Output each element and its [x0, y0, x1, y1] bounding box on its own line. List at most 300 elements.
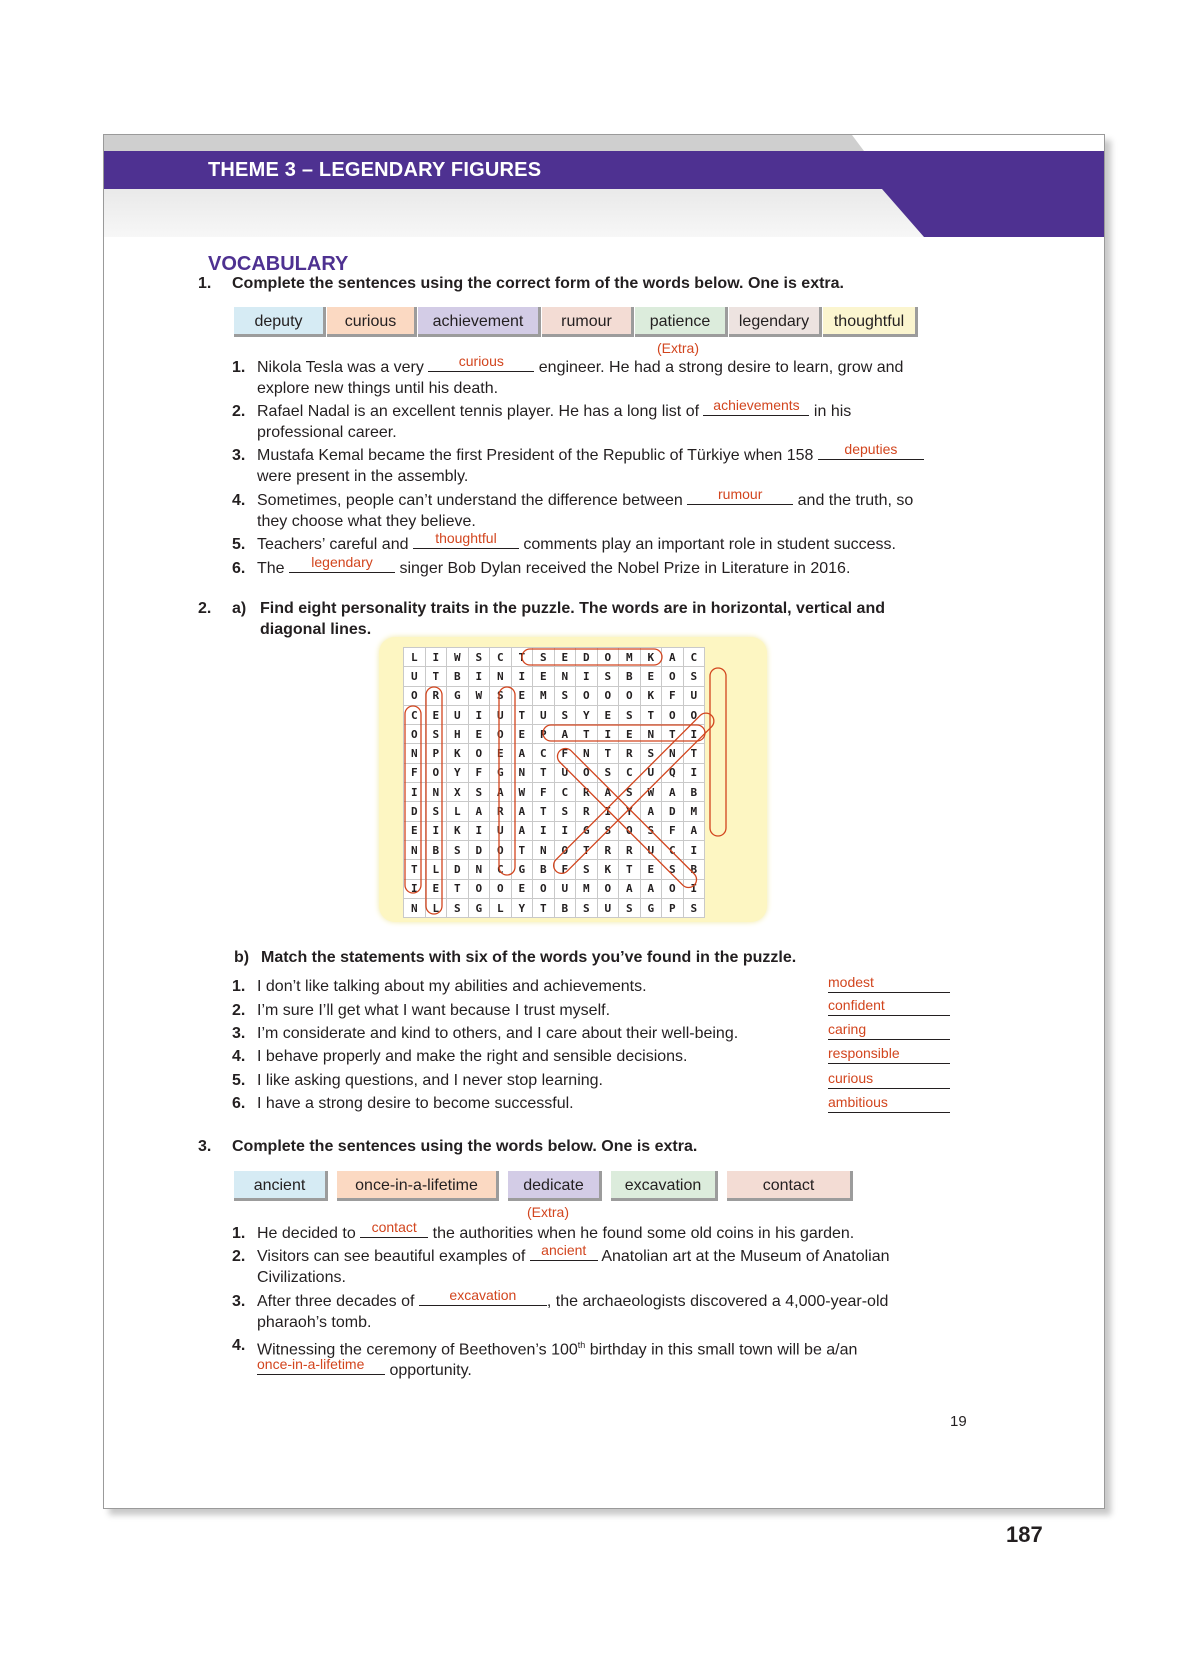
- grid-cell[interactable]: T: [511, 705, 533, 724]
- grid-row: [404, 879, 705, 898]
- grid-row: [404, 840, 705, 859]
- grid-cell[interactable]: B: [554, 898, 576, 917]
- grid-cell[interactable]: H: [447, 725, 469, 744]
- answer-text: rumour: [718, 486, 763, 502]
- grid-cell[interactable]: D: [447, 860, 469, 879]
- sentence-text: explore new things until his death.: [257, 380, 499, 397]
- grid-cell[interactable]: I: [597, 725, 619, 744]
- grid-cell[interactable]: C: [554, 783, 576, 802]
- grid-cell[interactable]: O: [468, 879, 490, 898]
- grid-cell[interactable]: L: [404, 648, 426, 667]
- grid-cell[interactable]: D: [404, 802, 426, 821]
- grid-cell[interactable]: I: [468, 821, 490, 840]
- grid-cell[interactable]: N: [533, 840, 555, 859]
- grid-cell[interactable]: T: [404, 860, 426, 879]
- grid-cell[interactable]: T: [533, 802, 555, 821]
- grid-cell[interactable]: M: [533, 686, 555, 705]
- ex1-sentence: [232, 441, 1047, 487]
- statement-number: 4.: [232, 1048, 246, 1065]
- grid-cell[interactable]: B: [447, 667, 469, 686]
- ex1-word-box: achievement: [418, 307, 541, 337]
- ex2-part-a-instruction: Find eight personality traits in the puzzle. The words are in horizontal, vertical and: [260, 600, 885, 617]
- grid-cell[interactable]: F: [554, 744, 576, 763]
- grid-cell[interactable]: K: [640, 648, 662, 667]
- grid-cell[interactable]: B: [683, 860, 705, 879]
- grid-cell[interactable]: B: [619, 667, 641, 686]
- ex1-extra-note: (Extra): [657, 340, 699, 356]
- grid-cell[interactable]: S: [640, 744, 662, 763]
- grid-cell[interactable]: O: [576, 763, 598, 782]
- sentence-text: After three decades of: [257, 1293, 419, 1310]
- grid-cell[interactable]: T: [597, 744, 619, 763]
- ex1-sentence: [232, 486, 1037, 532]
- grid-cell[interactable]: Y: [447, 763, 469, 782]
- grid-cell[interactable]: R: [490, 802, 512, 821]
- grid-cell[interactable]: R: [619, 744, 641, 763]
- answer-blank[interactable]: [419, 1287, 547, 1306]
- grid-cell[interactable]: I: [683, 725, 705, 744]
- grid-cell[interactable]: O: [425, 763, 447, 782]
- grid-cell[interactable]: U: [447, 705, 469, 724]
- grid-cell[interactable]: A: [511, 802, 533, 821]
- grid-cell[interactable]: S: [619, 705, 641, 724]
- grid-cell[interactable]: F: [468, 763, 490, 782]
- grid-cell[interactable]: O: [404, 686, 426, 705]
- grid-cell[interactable]: S: [683, 898, 705, 917]
- grid-cell[interactable]: S: [576, 860, 598, 879]
- grid-cell[interactable]: U: [404, 667, 426, 686]
- ex1-number: 1.: [198, 275, 212, 292]
- match-statement: [232, 1072, 603, 1090]
- grid-row: [404, 783, 705, 802]
- grid-cell[interactable]: F: [404, 763, 426, 782]
- answer-text: deputies: [844, 441, 898, 457]
- grid-cell[interactable]: U: [554, 763, 576, 782]
- ex2-part-a-label: a): [232, 600, 247, 617]
- grid-cell[interactable]: S: [683, 667, 705, 686]
- grid-cell[interactable]: G: [490, 763, 512, 782]
- grid-row: [404, 648, 705, 667]
- ex3-sentence: [232, 1335, 1047, 1381]
- sentence-number: 1.: [232, 1225, 246, 1242]
- grid-cell[interactable]: I: [683, 840, 705, 859]
- superscript: th: [577, 1340, 586, 1350]
- sentence-text: Mustafa Kemal became the first President of the Republic of Türkiye when 158: [257, 447, 818, 464]
- grid-cell[interactable]: S: [425, 725, 447, 744]
- sentence-text: The: [257, 560, 290, 577]
- ex3-word-box: excavation: [611, 1171, 718, 1201]
- statement-number: 3.: [232, 1025, 246, 1042]
- grid-cell[interactable]: E: [619, 725, 641, 744]
- grid-cell[interactable]: T: [576, 840, 598, 859]
- grid-cell[interactable]: C: [533, 744, 555, 763]
- grid-cell[interactable]: B: [533, 860, 555, 879]
- grid-cell[interactable]: W: [468, 686, 490, 705]
- grid-cell[interactable]: C: [404, 705, 426, 724]
- sentence-text: , the archaeologists discovered a 4,000-year-old: [546, 1293, 889, 1310]
- grid-cell[interactable]: R: [425, 686, 447, 705]
- answer-blank[interactable]: [413, 530, 519, 549]
- grid-cell[interactable]: N: [490, 667, 512, 686]
- grid-cell[interactable]: E: [554, 648, 576, 667]
- grid-cell[interactable]: S: [533, 648, 555, 667]
- grid-cell[interactable]: I: [511, 667, 533, 686]
- answer-blank[interactable]: [687, 486, 793, 505]
- grid-cell[interactable]: S: [597, 763, 619, 782]
- grid-cell[interactable]: U: [554, 879, 576, 898]
- grid-cell[interactable]: S: [425, 802, 447, 821]
- grid-cell[interactable]: K: [447, 821, 469, 840]
- grid-cell[interactable]: M: [683, 802, 705, 821]
- grid-cell[interactable]: N: [425, 783, 447, 802]
- grid-cell[interactable]: D: [576, 648, 598, 667]
- statement-text: I don’t like talking about my abilities and achievements.: [257, 978, 647, 995]
- grid-cell[interactable]: A: [683, 821, 705, 840]
- grid-cell[interactable]: N: [404, 744, 426, 763]
- grid-cell[interactable]: S: [576, 898, 598, 917]
- grid-cell[interactable]: X: [447, 783, 469, 802]
- grid-cell[interactable]: F: [662, 821, 684, 840]
- grid-cell[interactable]: S: [619, 783, 641, 802]
- grid-cell[interactable]: E: [490, 744, 512, 763]
- grid-cell[interactable]: U: [683, 686, 705, 705]
- grid-cell[interactable]: T: [447, 879, 469, 898]
- grid-cell[interactable]: N: [468, 860, 490, 879]
- grid-cell[interactable]: U: [490, 705, 512, 724]
- grid-cell[interactable]: I: [425, 821, 447, 840]
- answer-blank[interactable]: [703, 397, 809, 416]
- grid-cell[interactable]: N: [554, 667, 576, 686]
- grid-cell[interactable]: K: [447, 744, 469, 763]
- match-statement: [232, 1002, 611, 1020]
- grid-cell[interactable]: R: [576, 783, 598, 802]
- grid-cell[interactable]: I: [468, 667, 490, 686]
- grid-cell[interactable]: S: [447, 840, 469, 859]
- grid-cell[interactable]: U: [597, 898, 619, 917]
- grid-cell[interactable]: W: [640, 783, 662, 802]
- ex1-word-box: rumour: [542, 307, 634, 337]
- grid-cell[interactable]: R: [576, 802, 598, 821]
- grid-cell[interactable]: A: [640, 879, 662, 898]
- grid-cell[interactable]: S: [640, 821, 662, 840]
- grid-cell[interactable]: E: [404, 821, 426, 840]
- grid-cell[interactable]: T: [619, 860, 641, 879]
- grid-cell[interactable]: S: [468, 648, 490, 667]
- sentence-text: Anatolian art at the Museum of Anatolian: [597, 1248, 890, 1265]
- ex3-sentence: [232, 1242, 1047, 1288]
- grid-cell[interactable]: A: [511, 744, 533, 763]
- statement-text: I behave properly and make the right and sensible decisions.: [257, 1048, 688, 1065]
- grid-cell[interactable]: G: [468, 898, 490, 917]
- match-statement: [232, 1048, 688, 1066]
- grid-cell[interactable]: S: [554, 802, 576, 821]
- grid-cell[interactable]: Y: [619, 802, 641, 821]
- grid-cell[interactable]: K: [597, 860, 619, 879]
- grid-cell[interactable]: E: [597, 705, 619, 724]
- sentence-text: in his: [809, 403, 852, 420]
- ex2-part-a-instruction-line2: diagonal lines.: [260, 621, 372, 638]
- grid-cell[interactable]: T: [425, 667, 447, 686]
- grid-cell[interactable]: E: [425, 705, 447, 724]
- grid-cell[interactable]: N: [640, 725, 662, 744]
- match-answer[interactable]: responsible: [828, 1045, 950, 1064]
- answer-text: achievements: [713, 397, 800, 413]
- grid-cell[interactable]: S: [554, 686, 576, 705]
- grid-cell[interactable]: T: [683, 744, 705, 763]
- grid-cell[interactable]: A: [640, 802, 662, 821]
- grid-cell[interactable]: W: [447, 648, 469, 667]
- grid-cell[interactable]: E: [511, 879, 533, 898]
- grid-cell[interactable]: N: [511, 763, 533, 782]
- page-number: 19: [950, 1413, 967, 1430]
- answer-text: contact: [371, 1219, 417, 1235]
- match-statement: [232, 1095, 574, 1113]
- grid-cell[interactable]: A: [597, 783, 619, 802]
- grid-cell[interactable]: I: [597, 802, 619, 821]
- grid-cell[interactable]: S: [597, 667, 619, 686]
- grid-cell[interactable]: A: [662, 783, 684, 802]
- grid-cell[interactable]: L: [425, 860, 447, 879]
- grid-cell[interactable]: M: [576, 879, 598, 898]
- grid-cell[interactable]: O: [683, 705, 705, 724]
- grid-cell[interactable]: U: [490, 821, 512, 840]
- ex3-word-box: once-in-a-lifetime: [337, 1171, 499, 1201]
- ex2-part-b-instruction: Match the statements with six of the words you’ve found in the puzzle.: [261, 949, 797, 966]
- ex1-word-box: legendary: [729, 307, 822, 337]
- grid-cell[interactable]: U: [640, 763, 662, 782]
- grid-cell[interactable]: O: [468, 744, 490, 763]
- grid-cell[interactable]: A: [619, 879, 641, 898]
- header-grey-strip: [104, 135, 864, 151]
- grid-cell[interactable]: A: [511, 821, 533, 840]
- sentence-number: 1.: [232, 359, 246, 376]
- match-answer[interactable]: ambitious: [828, 1094, 950, 1113]
- grid-cell[interactable]: C: [662, 840, 684, 859]
- grid-cell[interactable]: I: [554, 821, 576, 840]
- grid-cell[interactable]: O: [619, 821, 641, 840]
- grid-cell[interactable]: B: [425, 840, 447, 859]
- sentence-text: professional career.: [257, 424, 397, 441]
- grid-cell[interactable]: E: [511, 725, 533, 744]
- answer-blank[interactable]: [818, 441, 924, 460]
- sentence-text: singer Bob Dylan received the Nobel Prize in Literature in 2016.: [395, 560, 851, 577]
- grid-cell[interactable]: N: [404, 898, 426, 917]
- ex1-word-box: deputy: [234, 307, 326, 337]
- grid-cell[interactable]: A: [468, 802, 490, 821]
- ex1-sentence: [232, 353, 1037, 399]
- grid-cell[interactable]: O: [533, 879, 555, 898]
- ex2-part-b-label: b): [234, 949, 250, 966]
- grid-cell[interactable]: I: [425, 648, 447, 667]
- grid-cell[interactable]: O: [490, 725, 512, 744]
- grid-cell[interactable]: E: [468, 725, 490, 744]
- grid-cell[interactable]: T: [511, 840, 533, 859]
- grid-cell[interactable]: E: [511, 686, 533, 705]
- statement-text: I like asking questions, and I never stop learning.: [257, 1072, 603, 1089]
- statement-number: 5.: [232, 1072, 246, 1089]
- grid-cell[interactable]: N: [404, 840, 426, 859]
- match-answer[interactable]: caring: [828, 1021, 950, 1040]
- sentence-text: comments play an important role in student success.: [518, 536, 896, 553]
- grid-cell[interactable]: S: [662, 860, 684, 879]
- grid-cell[interactable]: S: [490, 686, 512, 705]
- grid-cell[interactable]: Q: [662, 763, 684, 782]
- statement-text: I’m considerate and kind to others, and I care about their well-being.: [257, 1025, 739, 1042]
- grid-cell[interactable]: G: [640, 898, 662, 917]
- match-answer[interactable]: curious: [828, 1070, 950, 1089]
- answer-text: excavation: [449, 1287, 517, 1303]
- grid-cell[interactable]: F: [533, 783, 555, 802]
- grid-cell[interactable]: I: [683, 763, 705, 782]
- grid-cell[interactable]: T: [511, 648, 533, 667]
- grid-cell[interactable]: E: [533, 667, 555, 686]
- grid-cell[interactable]: R: [619, 840, 641, 859]
- grid-cell[interactable]: T: [533, 763, 555, 782]
- grid-cell[interactable]: O: [619, 686, 641, 705]
- grid-row: [404, 802, 705, 821]
- grid-cell[interactable]: G: [447, 686, 469, 705]
- workbook-page: [103, 134, 1105, 1509]
- match-answer[interactable]: modest: [828, 974, 950, 993]
- grid-cell[interactable]: A: [554, 725, 576, 744]
- sentence-text: pharaoh’s tomb.: [257, 1314, 372, 1331]
- grid-cell[interactable]: P: [425, 744, 447, 763]
- match-answer[interactable]: confident: [828, 997, 950, 1016]
- grid-cell[interactable]: I: [576, 667, 598, 686]
- grid-cell[interactable]: O: [554, 840, 576, 859]
- grid-cell[interactable]: E: [425, 879, 447, 898]
- grid-cell[interactable]: T: [576, 725, 598, 744]
- grid-cell[interactable]: C: [619, 763, 641, 782]
- grid-cell[interactable]: D: [468, 840, 490, 859]
- answer-text: curious: [458, 353, 504, 369]
- sentence-number: 2.: [232, 1248, 246, 1265]
- statement-number: 6.: [232, 1095, 246, 1112]
- sentence-text: Teachers’ careful and: [257, 536, 413, 553]
- answer-text: ancient: [541, 1242, 587, 1258]
- grid-row: [404, 821, 705, 840]
- grid-cell[interactable]: K: [640, 686, 662, 705]
- answer-blank[interactable]: [530, 1242, 598, 1261]
- grid-cell[interactable]: N: [576, 744, 598, 763]
- grid-cell[interactable]: O: [662, 879, 684, 898]
- section-title: VOCABULARY: [208, 253, 349, 275]
- grid-cell[interactable]: Y: [511, 898, 533, 917]
- sentence-text: engineer. He had a strong desire to learn, grow and: [534, 359, 904, 376]
- answer-blank[interactable]: [257, 1356, 385, 1375]
- grid-cell[interactable]: C: [490, 860, 512, 879]
- grid-cell[interactable]: E: [640, 667, 662, 686]
- grid-cell[interactable]: I: [404, 783, 426, 802]
- grid-cell[interactable]: O: [490, 879, 512, 898]
- grid-cell[interactable]: T: [533, 898, 555, 917]
- grid-row: [404, 763, 705, 782]
- grid-cell[interactable]: F: [554, 860, 576, 879]
- grid-cell[interactable]: O: [662, 667, 684, 686]
- grid-cell[interactable]: O: [597, 686, 619, 705]
- grid-cell[interactable]: C: [683, 648, 705, 667]
- grid-cell[interactable]: P: [533, 725, 555, 744]
- grid-cell[interactable]: B: [683, 783, 705, 802]
- statement-text: I have a strong desire to become successful.: [257, 1095, 574, 1112]
- ex3-sentence: [232, 1219, 1047, 1244]
- grid-cell[interactable]: S: [468, 783, 490, 802]
- grid-cell[interactable]: S: [619, 898, 641, 917]
- grid-cell[interactable]: T: [640, 705, 662, 724]
- grid-cell[interactable]: O: [576, 686, 598, 705]
- answer-blank[interactable]: [360, 1219, 428, 1238]
- grid-row: [404, 705, 705, 724]
- grid-cell[interactable]: O: [404, 725, 426, 744]
- grid-cell[interactable]: A: [662, 648, 684, 667]
- sentence-text: Nikola Tesla was a very: [257, 359, 429, 376]
- grid-cell[interactable]: L: [447, 802, 469, 821]
- answer-blank[interactable]: [289, 554, 395, 573]
- grid-cell[interactable]: F: [662, 686, 684, 705]
- sentence-text: opportunity.: [385, 1362, 472, 1380]
- statement-number: 1.: [232, 978, 246, 995]
- grid-cell[interactable]: O: [597, 648, 619, 667]
- grid-cell[interactable]: P: [662, 898, 684, 917]
- sentence-number: 4.: [232, 492, 246, 509]
- grid-cell[interactable]: G: [576, 821, 598, 840]
- grid-cell[interactable]: L: [490, 898, 512, 917]
- grid-cell[interactable]: O: [490, 840, 512, 859]
- grid-cell[interactable]: I: [468, 705, 490, 724]
- sentence-text: the authorities when he found some old coins in his garden.: [428, 1225, 855, 1242]
- grid-cell[interactable]: S: [597, 821, 619, 840]
- grid-row: [404, 860, 705, 879]
- grid-cell[interactable]: U: [640, 840, 662, 859]
- sentence-number: 6.: [232, 560, 246, 577]
- grid-cell[interactable]: Y: [576, 705, 598, 724]
- grid-cell[interactable]: S: [554, 705, 576, 724]
- grid-cell[interactable]: U: [533, 705, 555, 724]
- grid-cell[interactable]: T: [662, 725, 684, 744]
- grid-cell[interactable]: R: [597, 840, 619, 859]
- grid-cell[interactable]: N: [662, 744, 684, 763]
- ex1-sentence: [232, 397, 1037, 443]
- grid-cell[interactable]: A: [490, 783, 512, 802]
- grid-cell[interactable]: M: [619, 648, 641, 667]
- grid-cell[interactable]: O: [597, 879, 619, 898]
- grid-cell[interactable]: O: [662, 705, 684, 724]
- grid-cell[interactable]: G: [511, 860, 533, 879]
- ex1-instruction: Complete the sentences using the correct form of the words below. One is extra.: [232, 275, 844, 292]
- grid-cell[interactable]: L: [425, 898, 447, 917]
- grid-row: [404, 667, 705, 686]
- statement-text: I’m sure I’ll get what I want because I trust myself.: [257, 1002, 611, 1019]
- grid-cell[interactable]: I: [533, 821, 555, 840]
- ex3-word-box: dedicate: [508, 1171, 602, 1201]
- sentence-text: they choose what they believe.: [257, 513, 476, 530]
- grid-cell[interactable]: C: [490, 648, 512, 667]
- sentence-number: 5.: [232, 536, 246, 553]
- grid-cell[interactable]: S: [447, 898, 469, 917]
- book-page-number: 187: [1006, 1522, 1043, 1547]
- grid-cell[interactable]: D: [662, 802, 684, 821]
- grid-cell[interactable]: I: [404, 879, 426, 898]
- ex2-number: 2.: [198, 600, 212, 617]
- sentence-text: and the truth, so: [793, 492, 914, 509]
- grid-cell[interactable]: W: [511, 783, 533, 802]
- statement-number: 2.: [232, 1002, 246, 1019]
- grid-cell[interactable]: E: [640, 860, 662, 879]
- ex3-sentence: [232, 1287, 1047, 1333]
- sentence-text: Rafael Nadal is an excellent tennis player. He has a long list of: [257, 403, 704, 420]
- answer-blank[interactable]: [428, 353, 534, 372]
- grid-cell[interactable]: I: [683, 879, 705, 898]
